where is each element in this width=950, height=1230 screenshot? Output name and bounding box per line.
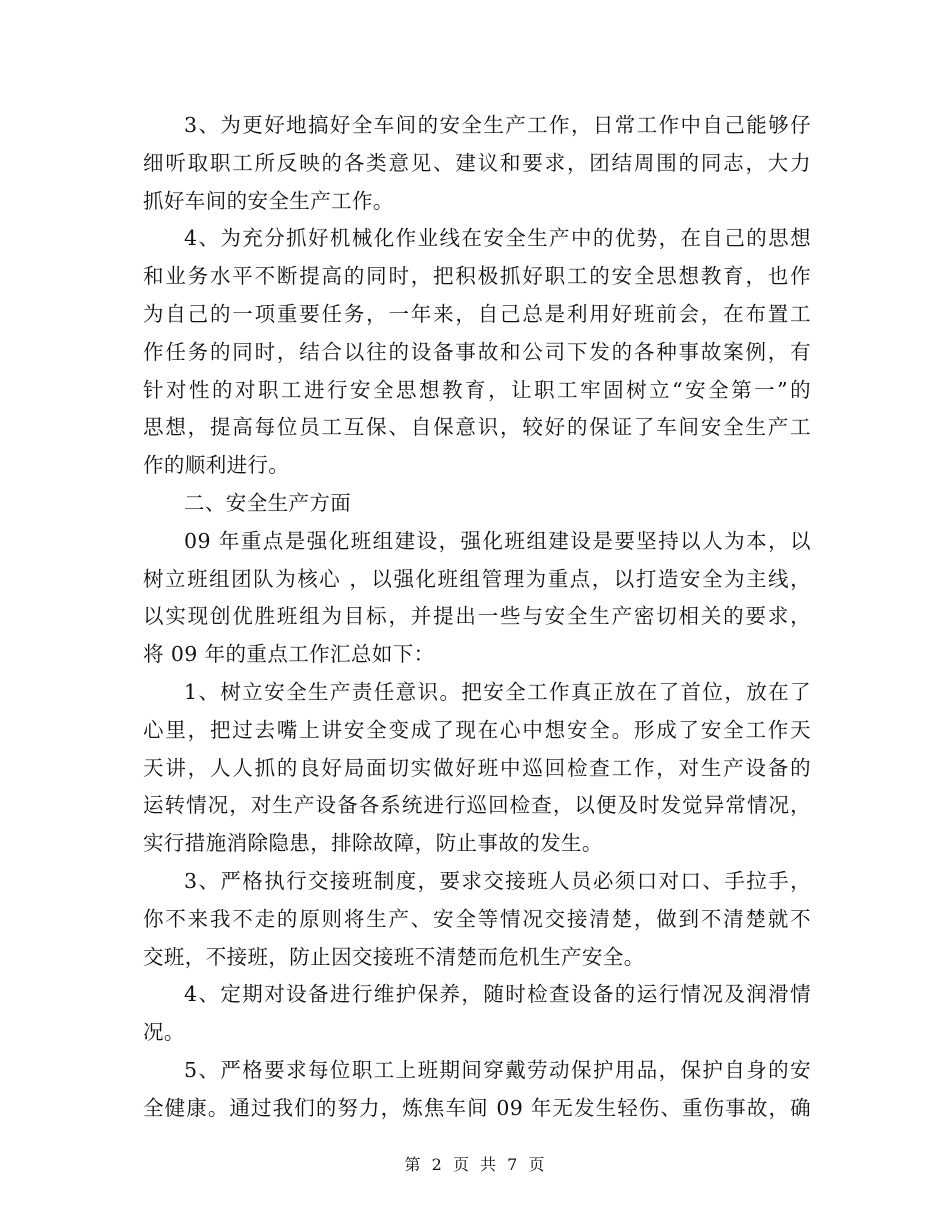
page-label-prefix: 第 — [404, 1155, 422, 1174]
text-line: 5、严格要求每位职工上班期间穿戴劳动保护用品，保护自身的安 — [184, 1057, 811, 1082]
text-line: 和业务水平不断提高的同时，把积极抓好职工的安全思想教育，也作 — [143, 264, 811, 289]
text-line: 1、树立安全生产责任意识。把安全工作真正放在了首位，放在了 — [184, 679, 811, 704]
text-line: 思想，提高每位员工互保、自保意识，较好的保证了车间安全生产工 — [143, 415, 811, 440]
paragraph — [143, 674, 811, 863]
paragraph — [143, 863, 811, 976]
text-line: 以实现创优胜班组为目标，并提出一些与安全生产密切相关的要求， — [143, 604, 811, 629]
text-line: 实行措施消除隐患，排除故障，防止事故的发生。 — [143, 831, 603, 856]
text-line: 4、定期对设备进行维护保养，随时检查设备的运行情况及润滑情 — [184, 982, 811, 1007]
text-line: 天讲，人人抓的良好局面切实做好班中巡回检查工作，对生产设备的 — [143, 755, 811, 780]
section-heading — [143, 485, 811, 523]
current-page-number: 2 — [431, 1155, 443, 1174]
text-line: 细听取职工所反映的各类意见、建议和要求，团结周围的同志，大力 — [143, 150, 811, 175]
text-line: 4、为充分抓好机械化作业线在安全生产中的优势，在自己的思想 — [184, 226, 811, 251]
text-line: 作的顺利进行。 — [143, 453, 290, 478]
text-line: 3、为更好地搞好全车间的安全生产工作，日常工作中自己能够仔 — [184, 113, 811, 137]
text-line: 将 09 年的重点工作汇总如下： — [143, 642, 435, 667]
paragraph — [143, 220, 811, 485]
paragraph — [143, 107, 811, 220]
total-label: 共 — [480, 1155, 498, 1174]
page-label-mid: 页 — [452, 1155, 470, 1174]
text-line: 况。 — [143, 1020, 185, 1045]
text-line: 心里，把过去嘴上讲安全变成了现在心中想安全。形成了安全工作天 — [143, 717, 811, 742]
text-line: 树立班组团队为核心 ，以强化班组管理为重点，以打造安全为主线， — [143, 566, 811, 591]
total-pages-number: 7 — [507, 1155, 519, 1174]
text-line: 抓好车间的安全生产工作。 — [143, 188, 394, 213]
document-body — [143, 107, 811, 1128]
text-line: 全健康。通过我们的努力，炼焦车间 09 年无发生轻伤、重伤事故，确 — [143, 1095, 811, 1120]
paragraph — [143, 523, 811, 674]
section-heading-text: 二、安全生产方面 — [184, 490, 352, 515]
text-line: 针对性的对职工进行安全思想教育，让职工牢固树立“安全第一”的 — [143, 377, 811, 402]
text-line: 交班，不接班，防止因交接班不清楚而危机生产安全。 — [143, 944, 645, 969]
text-line: 运转情况，对生产设备各系统进行巡回检查，以便及时发觉异常情况， — [143, 793, 811, 818]
page-footer — [0, 1152, 950, 1175]
page-label-suffix: 页 — [528, 1155, 546, 1174]
paragraph — [143, 1052, 811, 1128]
text-line: 作任务的同时，结合以往的设备事故和公司下发的各种事故案例，有 — [143, 339, 811, 364]
text-line: 09 年重点是强化班组建设，强化班组建设是要坚持以人为本，以 — [184, 528, 811, 553]
text-line: 为自己的一项重要任务，一年来，自己总是利用好班前会，在布置工 — [143, 301, 811, 326]
text-line: 3、严格执行交接班制度，要求交接班人员必须口对口、手拉手， — [184, 868, 811, 893]
text-line: 你不来我不走的原则将生产、安全等情况交接清楚，做到不清楚就不 — [143, 906, 811, 931]
paragraph — [143, 976, 811, 1052]
